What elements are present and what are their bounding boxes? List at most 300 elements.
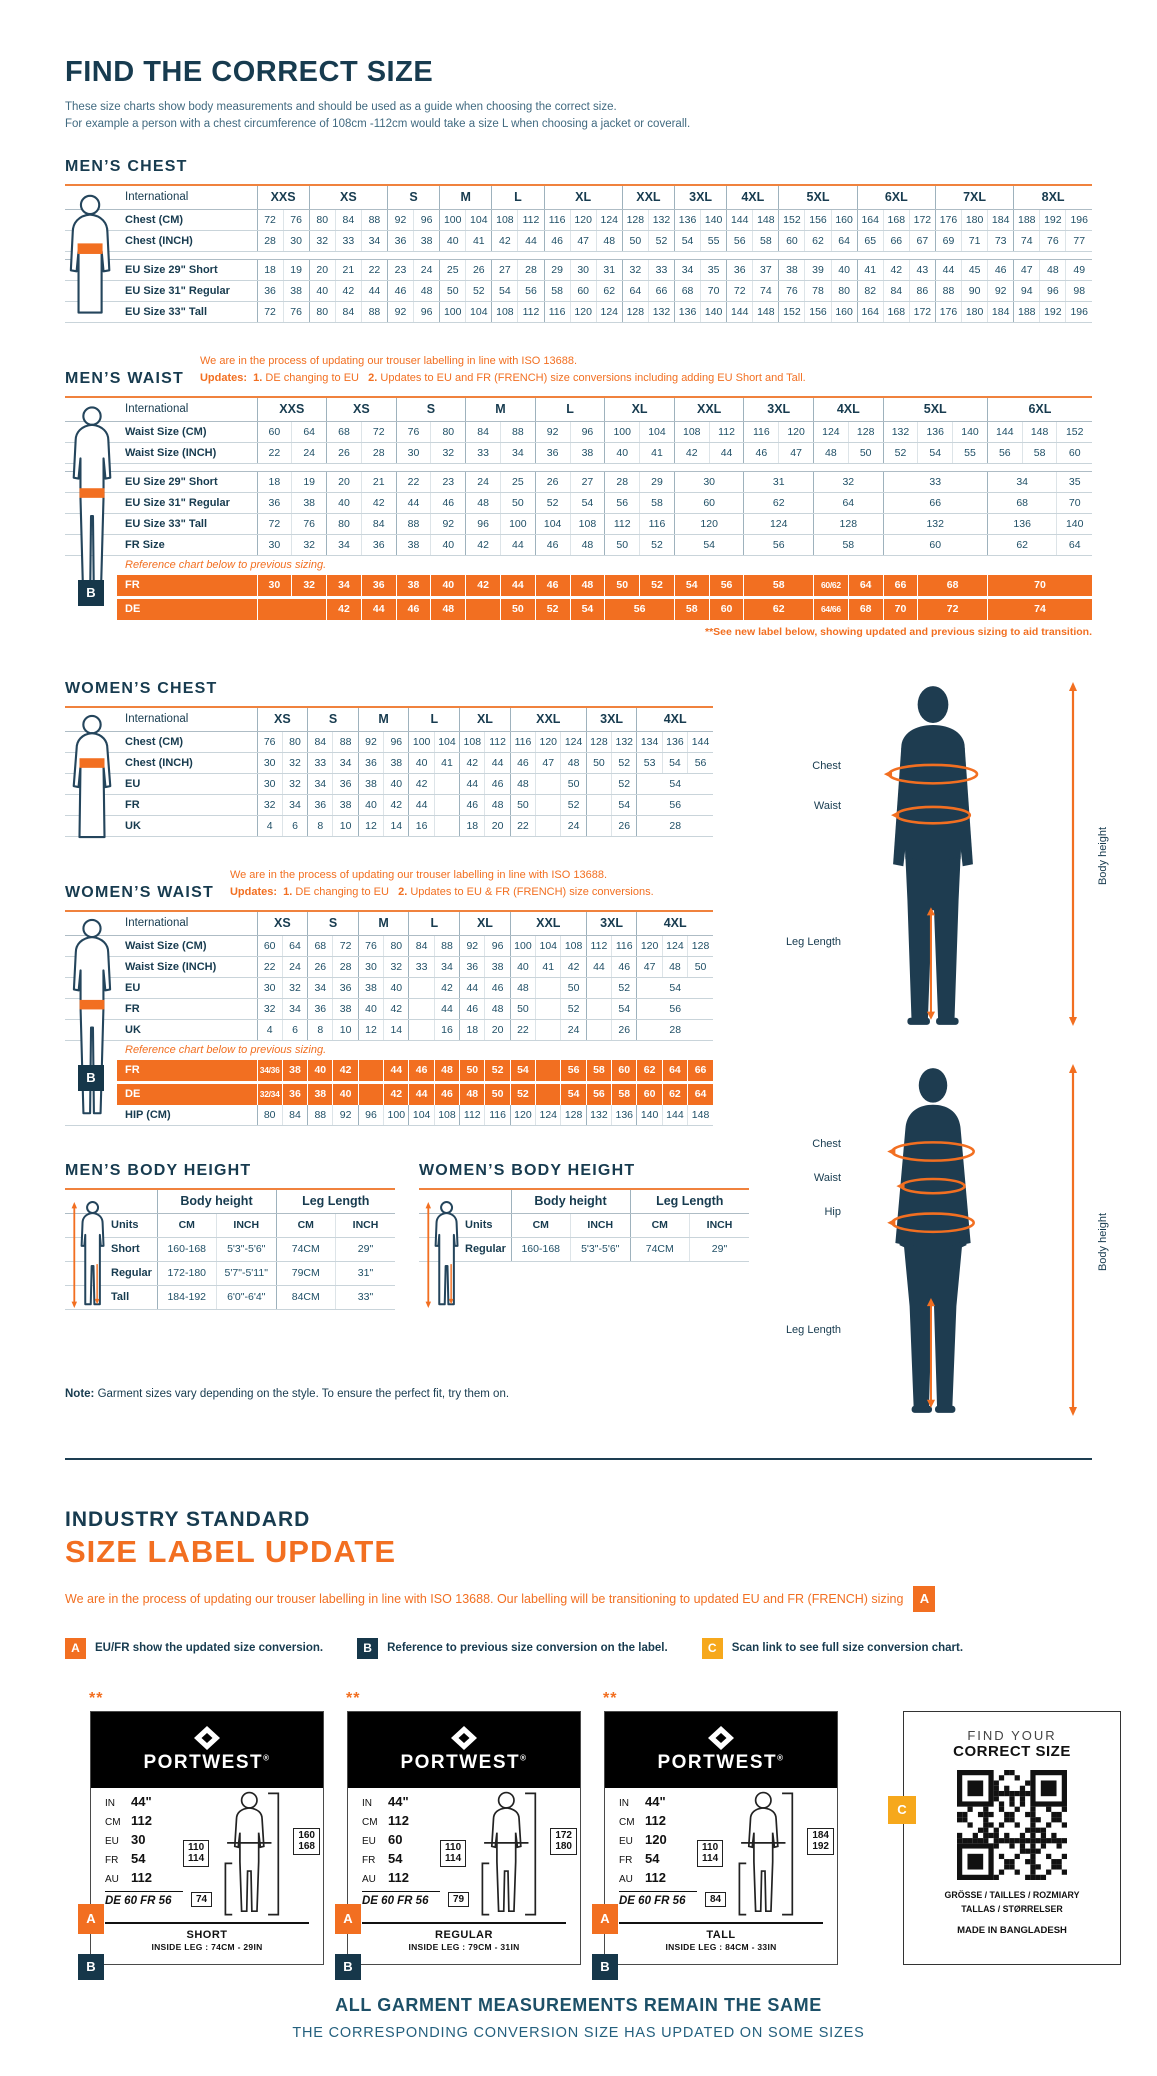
size-cell: 38 [292, 492, 327, 513]
size-cell: 29" [690, 1237, 750, 1261]
size-cell: 52 [640, 575, 675, 598]
asterisks: ** [89, 1689, 104, 1707]
unit-label: FR [362, 1854, 376, 1866]
row-label: Chest (CM) [65, 731, 257, 752]
size-column-header: L [409, 911, 460, 936]
size-column-header: Leg Length [630, 1189, 749, 1214]
size-cell: 18 [460, 815, 485, 836]
row-label: EU Size 33" Tall [65, 301, 257, 322]
size-cell: 184-192 [157, 1285, 217, 1309]
leg-length-label: Leg Length [785, 935, 841, 948]
size-cell: 40 [510, 956, 535, 977]
label-card-short [86, 1689, 324, 1975]
unit-label: IN [362, 1797, 372, 1809]
size-cell [409, 998, 434, 1019]
portwest-diamond-logo-icon [194, 1726, 220, 1750]
size-cell: 84 [282, 1105, 307, 1126]
size-cell: 56 [586, 1082, 611, 1105]
c-badge: C [702, 1638, 723, 1659]
table-row [65, 1040, 713, 1060]
size-cell: 54 [674, 575, 709, 598]
previous-size-row: DE 60 FR 56 [619, 1894, 686, 1907]
mens-waist-title: MEN’S WAIST [65, 369, 184, 387]
size-cell: 104 [466, 301, 492, 322]
size-cell: 192 [1040, 301, 1066, 322]
size-cell: 84 [335, 301, 361, 322]
body-height-axis [1065, 680, 1109, 1032]
corner-header: International [65, 397, 257, 422]
size-cell: 34 [675, 259, 701, 280]
size-cell: 18 [257, 259, 283, 280]
size-cell: 54 [918, 442, 953, 463]
size-cell: 29" [336, 1237, 396, 1261]
size-cell: 58 [640, 492, 675, 513]
size-label-update-title: SIZE LABEL UPDATE [65, 1533, 397, 1569]
size-cell [586, 1019, 611, 1040]
card-brand-header [91, 1712, 323, 1788]
size-cell: 52 [640, 534, 675, 555]
size-cell: 38 [485, 956, 510, 977]
size-cell: 54 [510, 1060, 535, 1083]
size-row [362, 1794, 440, 1813]
size-cell: 32 [814, 471, 884, 492]
size-column-header: XXL [510, 707, 586, 732]
size-cell: 88 [361, 209, 387, 230]
table-row [65, 752, 713, 773]
size-cell: 50 [848, 442, 883, 463]
size-cell: 55 [701, 230, 727, 251]
size-cell: 116 [485, 1105, 510, 1126]
size-cell: 71 [962, 230, 988, 251]
size-cell: 116 [744, 421, 779, 442]
size-cell: 38 [358, 773, 383, 794]
size-cell: 124 [561, 731, 586, 752]
size-cell: 46 [431, 492, 466, 513]
size-column-header: L [535, 397, 605, 422]
value: 168 [298, 1841, 315, 1853]
size-cell [586, 998, 611, 1019]
size-cell: 36 [333, 773, 358, 794]
size-cell: 28 [637, 1019, 713, 1040]
legend-a-text: EU/FR show the updated size conversion. [95, 1642, 324, 1655]
size-cell: 34 [282, 794, 307, 815]
size-cell: 172 [909, 209, 935, 230]
womens-waist-table-slot [65, 910, 713, 1126]
size-cell: 44 [935, 259, 961, 280]
label-card-tall [600, 1689, 838, 1975]
size-cell: 84 [361, 513, 396, 534]
garment-note-text: Garment sizes vary depending on the style. To ensure the perfect fit, try them on. [94, 1387, 510, 1400]
size-cell: 56 [605, 597, 675, 620]
size-cell: 70 [883, 597, 918, 620]
table-row [65, 1213, 395, 1237]
legend-item-c [702, 1638, 963, 1659]
card-footer [348, 1922, 580, 1964]
size-cell: 50 [605, 575, 640, 598]
unit-value: 112 [645, 1812, 666, 1828]
unit-label: AU [105, 1873, 119, 1885]
size-cell: 136 [662, 731, 687, 752]
size-column-header: Body height [157, 1189, 276, 1214]
size-cell: 64 [1057, 534, 1092, 555]
size-cell: 31 [744, 471, 814, 492]
size-cell: 18 [460, 1019, 485, 1040]
size-cell: 92 [460, 935, 485, 956]
size-cell: 60 [709, 597, 744, 620]
table-row [65, 1237, 395, 1261]
size-cell: 128 [688, 935, 713, 956]
size-cell: 50 [586, 752, 611, 773]
size-cell: 34 [282, 998, 307, 1019]
card-figure [209, 1790, 293, 1918]
size-cell: 160-168 [157, 1237, 217, 1261]
size-cell: 76 [257, 731, 282, 752]
size-cell: 82 [857, 280, 883, 301]
size-cell: 128 [586, 731, 611, 752]
card-brand-header [348, 1712, 580, 1788]
table-row [65, 421, 1092, 442]
height-measure-box [807, 1828, 834, 1855]
size-cell: 160 [831, 301, 857, 322]
size-cell: 12 [358, 1019, 383, 1040]
size-cell: 8 [308, 1019, 333, 1040]
size-cell: 45 [962, 259, 988, 280]
fit-name: SHORT [186, 1928, 228, 1941]
size-cell: 100 [409, 731, 434, 752]
size-cell: 84 [335, 209, 361, 230]
size-cell: 20 [485, 815, 510, 836]
size-row [362, 1832, 440, 1851]
size-cell: 112 [586, 935, 611, 956]
size-cell: 104 [640, 421, 675, 442]
row-label: EU [65, 977, 257, 998]
size-cell: 54 [675, 230, 701, 251]
size-column-header: XXS [257, 397, 327, 422]
size-cell: 112 [518, 301, 544, 322]
size-cell: 48 [570, 534, 605, 555]
size-cell: 100 [440, 209, 466, 230]
size-cell: 74 [987, 597, 1092, 620]
size-cell: 30 [283, 230, 309, 251]
size-cell: 32 [384, 956, 409, 977]
size-cell: 31" [336, 1261, 396, 1285]
size-cell: 50 [561, 773, 586, 794]
size-column-header: 8XL [1014, 185, 1092, 210]
size-cell [536, 815, 561, 836]
unit-label: IN [105, 1797, 115, 1809]
row-label: HIP (CM) [65, 1105, 257, 1126]
size-cell: 24 [466, 471, 501, 492]
size-cell: 44 [460, 977, 485, 998]
size-row [362, 1813, 440, 1832]
size-cell: 64 [282, 935, 307, 956]
size-column-header: XXS [257, 185, 309, 210]
translations-line-2: TALLAS / STØRRELSER [961, 1903, 1063, 1914]
size-cell: 54 [612, 998, 637, 1019]
size-cell: 54 [561, 1082, 586, 1105]
size-cell: 60 [637, 1082, 662, 1105]
size-cell: 52 [612, 773, 637, 794]
legend-b-text: Reference to previous size conversion on the label. [387, 1642, 668, 1655]
footer-rule [362, 1922, 566, 1924]
size-cell: 124 [662, 935, 687, 956]
size-cell: 48 [510, 773, 535, 794]
size-cell: 44 [500, 575, 535, 598]
size-cell: 62 [744, 492, 814, 513]
size-column-header: 3XL [586, 707, 637, 732]
size-column-header: S [308, 707, 359, 732]
a-badge: A [335, 1904, 361, 1934]
table-row [65, 1060, 713, 1083]
size-cell: 70 [701, 280, 727, 301]
size-cell: 36 [282, 1082, 307, 1105]
size-cell: 88 [434, 935, 459, 956]
size-row [362, 1851, 440, 1870]
size-cell: 48 [485, 794, 510, 815]
size-cell: 32/34 [257, 1082, 282, 1105]
size-cell: 36 [387, 230, 413, 251]
size-cell: 12 [358, 815, 383, 836]
size-table [65, 910, 713, 1126]
size-cell: 36 [257, 280, 283, 301]
table-row [65, 935, 713, 956]
size-cell: 134 [637, 731, 662, 752]
size-cell: 46 [387, 280, 413, 301]
unit-label: AU [362, 1873, 376, 1885]
separator-line [619, 1891, 697, 1892]
size-cell: 54 [492, 280, 518, 301]
size-cell: 52 [648, 230, 674, 251]
b-reference-badge: B [78, 580, 104, 606]
size-cell: 40 [831, 259, 857, 280]
size-cell: 56 [688, 752, 713, 773]
size-cell: 40 [605, 442, 640, 463]
size-cell: 96 [570, 421, 605, 442]
size-cell: 30 [257, 977, 282, 998]
size-cell: 38 [396, 575, 431, 598]
spacer-cell [65, 251, 1092, 259]
size-cell: 8 [308, 815, 333, 836]
asterisks: ** [346, 1689, 361, 1707]
size-cell: 144 [662, 1105, 687, 1126]
size-cell: 112 [605, 513, 640, 534]
industry-note-text: We are in the process of updating our trouser labelling in line with ISO 13688. Our labelling will be transitioning to updated EU and FR (FRENCH) sizing [65, 1591, 904, 1606]
size-cell: 56 [637, 794, 713, 815]
row-label: FR [65, 998, 257, 1019]
size-cell: 80 [257, 1105, 282, 1126]
size-cell: 38 [358, 977, 383, 998]
row-label: FR [65, 575, 257, 598]
size-column-header: S [308, 911, 359, 936]
size-cell: 21 [361, 471, 396, 492]
row-label: DE [65, 597, 257, 620]
size-cell: 44 [518, 230, 544, 251]
size-cell: 40 [309, 280, 335, 301]
size-cell: 180 [962, 209, 988, 230]
size-column-header: 6XL [857, 185, 935, 210]
size-cell: 52 [561, 998, 586, 1019]
size-cell: 14 [384, 1019, 409, 1040]
size-cell: 38 [333, 998, 358, 1019]
size-column-header: XS [309, 185, 387, 210]
value: 192 [812, 1841, 829, 1853]
waist-measure-box [697, 1840, 723, 1867]
size-cell: 136 [612, 1105, 637, 1126]
womens-body-height-figure-icon [421, 1196, 463, 1314]
table-row [65, 1082, 713, 1105]
size-cell: 64 [831, 230, 857, 251]
hip-label: Hip [824, 1205, 841, 1218]
table-row [65, 731, 713, 752]
size-cell: 80 [831, 280, 857, 301]
size-cell: 76 [396, 421, 431, 442]
value: 110 [445, 1841, 462, 1853]
size-cell: 40 [358, 998, 383, 1019]
size-cell: 36 [727, 259, 753, 280]
size-cell: 40 [440, 230, 466, 251]
size-cell: 38 [283, 280, 309, 301]
b-badge: B [78, 1954, 104, 1980]
unit-value: 44" [388, 1793, 409, 1809]
female-measurement-diagram [749, 1062, 1109, 1422]
size-cell: 52 [883, 442, 918, 463]
size-cell: 48 [431, 597, 466, 620]
size-cell: 24 [561, 1019, 586, 1040]
size-cell: 73 [988, 230, 1014, 251]
mens-body-height-section [65, 1162, 395, 1310]
size-cell: 42 [335, 280, 361, 301]
size-cell: 26 [466, 259, 492, 280]
size-cell: 72 [918, 597, 988, 620]
footer-rule [619, 1922, 823, 1924]
value: 114 [702, 1853, 719, 1865]
size-cell [586, 794, 611, 815]
card-brand-header [605, 1712, 837, 1788]
size-cell: 56 [744, 534, 814, 555]
size-cell: 46 [460, 998, 485, 1019]
size-cell: 38 [396, 534, 431, 555]
size-cell: 52 [535, 597, 570, 620]
size-cell: 54 [612, 794, 637, 815]
size-cell: 124 [744, 513, 814, 534]
size-cell: 28 [257, 230, 283, 251]
size-cell: 86 [909, 280, 935, 301]
size-rows [362, 1794, 440, 1907]
size-column-header: M [440, 185, 492, 210]
size-column-header: 4XL [727, 185, 779, 210]
size-cell: 140 [1057, 513, 1092, 534]
size-column-header: S [396, 397, 466, 422]
size-cell: 44 [586, 956, 611, 977]
size-cell: 124 [596, 301, 622, 322]
size-cell: 41 [434, 752, 459, 773]
legend [65, 1638, 1092, 1659]
size-cell: 48 [1040, 259, 1066, 280]
size-cell: 58 [674, 597, 709, 620]
size-cell: 40 [358, 794, 383, 815]
value: 172 [555, 1829, 572, 1841]
size-cell: 34 [308, 977, 333, 998]
find-your-text: FIND YOUR [967, 1727, 1057, 1743]
size-cell: 67 [909, 230, 935, 251]
size-cell [536, 977, 561, 998]
size-cell: 38 [282, 1060, 307, 1083]
size-cell: CM [511, 1213, 571, 1237]
male-figure [853, 680, 1013, 1028]
size-cell: 42 [674, 442, 709, 463]
size-cell: 62 [596, 280, 622, 301]
womens-body-height-section [419, 1162, 749, 1310]
row-label: Regular [65, 1261, 157, 1285]
size-column-header: XL [460, 911, 511, 936]
waist-measure-box [440, 1840, 466, 1867]
size-cell: 164 [857, 301, 883, 322]
size-cell: 40 [333, 1082, 358, 1105]
size-cell: 48 [485, 998, 510, 1019]
table-row [65, 492, 1092, 513]
industry-standard-title: INDUSTRY STANDARD [65, 1507, 311, 1531]
size-cell: 4 [257, 1019, 282, 1040]
size-cell: 44 [709, 442, 744, 463]
size-cell: INCH [571, 1213, 631, 1237]
b-badge: B [335, 1954, 361, 1980]
size-cell: 32 [292, 534, 327, 555]
size-cell: 70 [1057, 492, 1092, 513]
size-cell: 38 [570, 442, 605, 463]
size-cell: 60 [883, 534, 987, 555]
size-cell: 38 [333, 794, 358, 815]
size-cell: 20 [309, 259, 335, 280]
size-cell: 116 [612, 935, 637, 956]
size-cell: 32 [292, 575, 327, 598]
legend-item-a [65, 1638, 323, 1659]
size-cell [536, 794, 561, 815]
size-cell: 25 [500, 471, 535, 492]
mens-chest-table-wrap [65, 184, 1092, 323]
size-cell [434, 773, 459, 794]
size-cell: 52 [510, 1082, 535, 1105]
size-cell: 36 [308, 998, 333, 1019]
unit-value: 30 [131, 1831, 146, 1847]
size-cell: 112 [485, 731, 510, 752]
size-cell: 108 [561, 935, 586, 956]
card-figure [466, 1790, 550, 1918]
size-row [105, 1813, 183, 1832]
size-cell: 108 [460, 731, 485, 752]
size-cell [466, 597, 501, 620]
size-column-header: 4XL [637, 911, 713, 936]
size-cell: 116 [544, 209, 570, 230]
size-cell: 20 [327, 471, 362, 492]
table-row [65, 442, 1092, 463]
size-column-header: XXL [510, 911, 586, 936]
leg-length-label: Leg Length [785, 1323, 841, 1336]
size-cell: 32 [282, 977, 307, 998]
size-cell: 44 [361, 280, 387, 301]
table-row [65, 1261, 395, 1285]
unit-value: 112 [388, 1812, 409, 1828]
table-row [419, 1213, 749, 1237]
size-cell: 42 [333, 1060, 358, 1083]
body-height-axis [1065, 1062, 1109, 1422]
mens-waist-table-wrap [65, 396, 1092, 620]
womens-chest-figure-icon [67, 714, 117, 839]
size-cell: 70 [987, 575, 1092, 598]
size-cell: 52 [612, 977, 637, 998]
size-cell: 25 [440, 259, 466, 280]
size-cell: 24 [561, 815, 586, 836]
size-cell: 108 [492, 209, 518, 230]
